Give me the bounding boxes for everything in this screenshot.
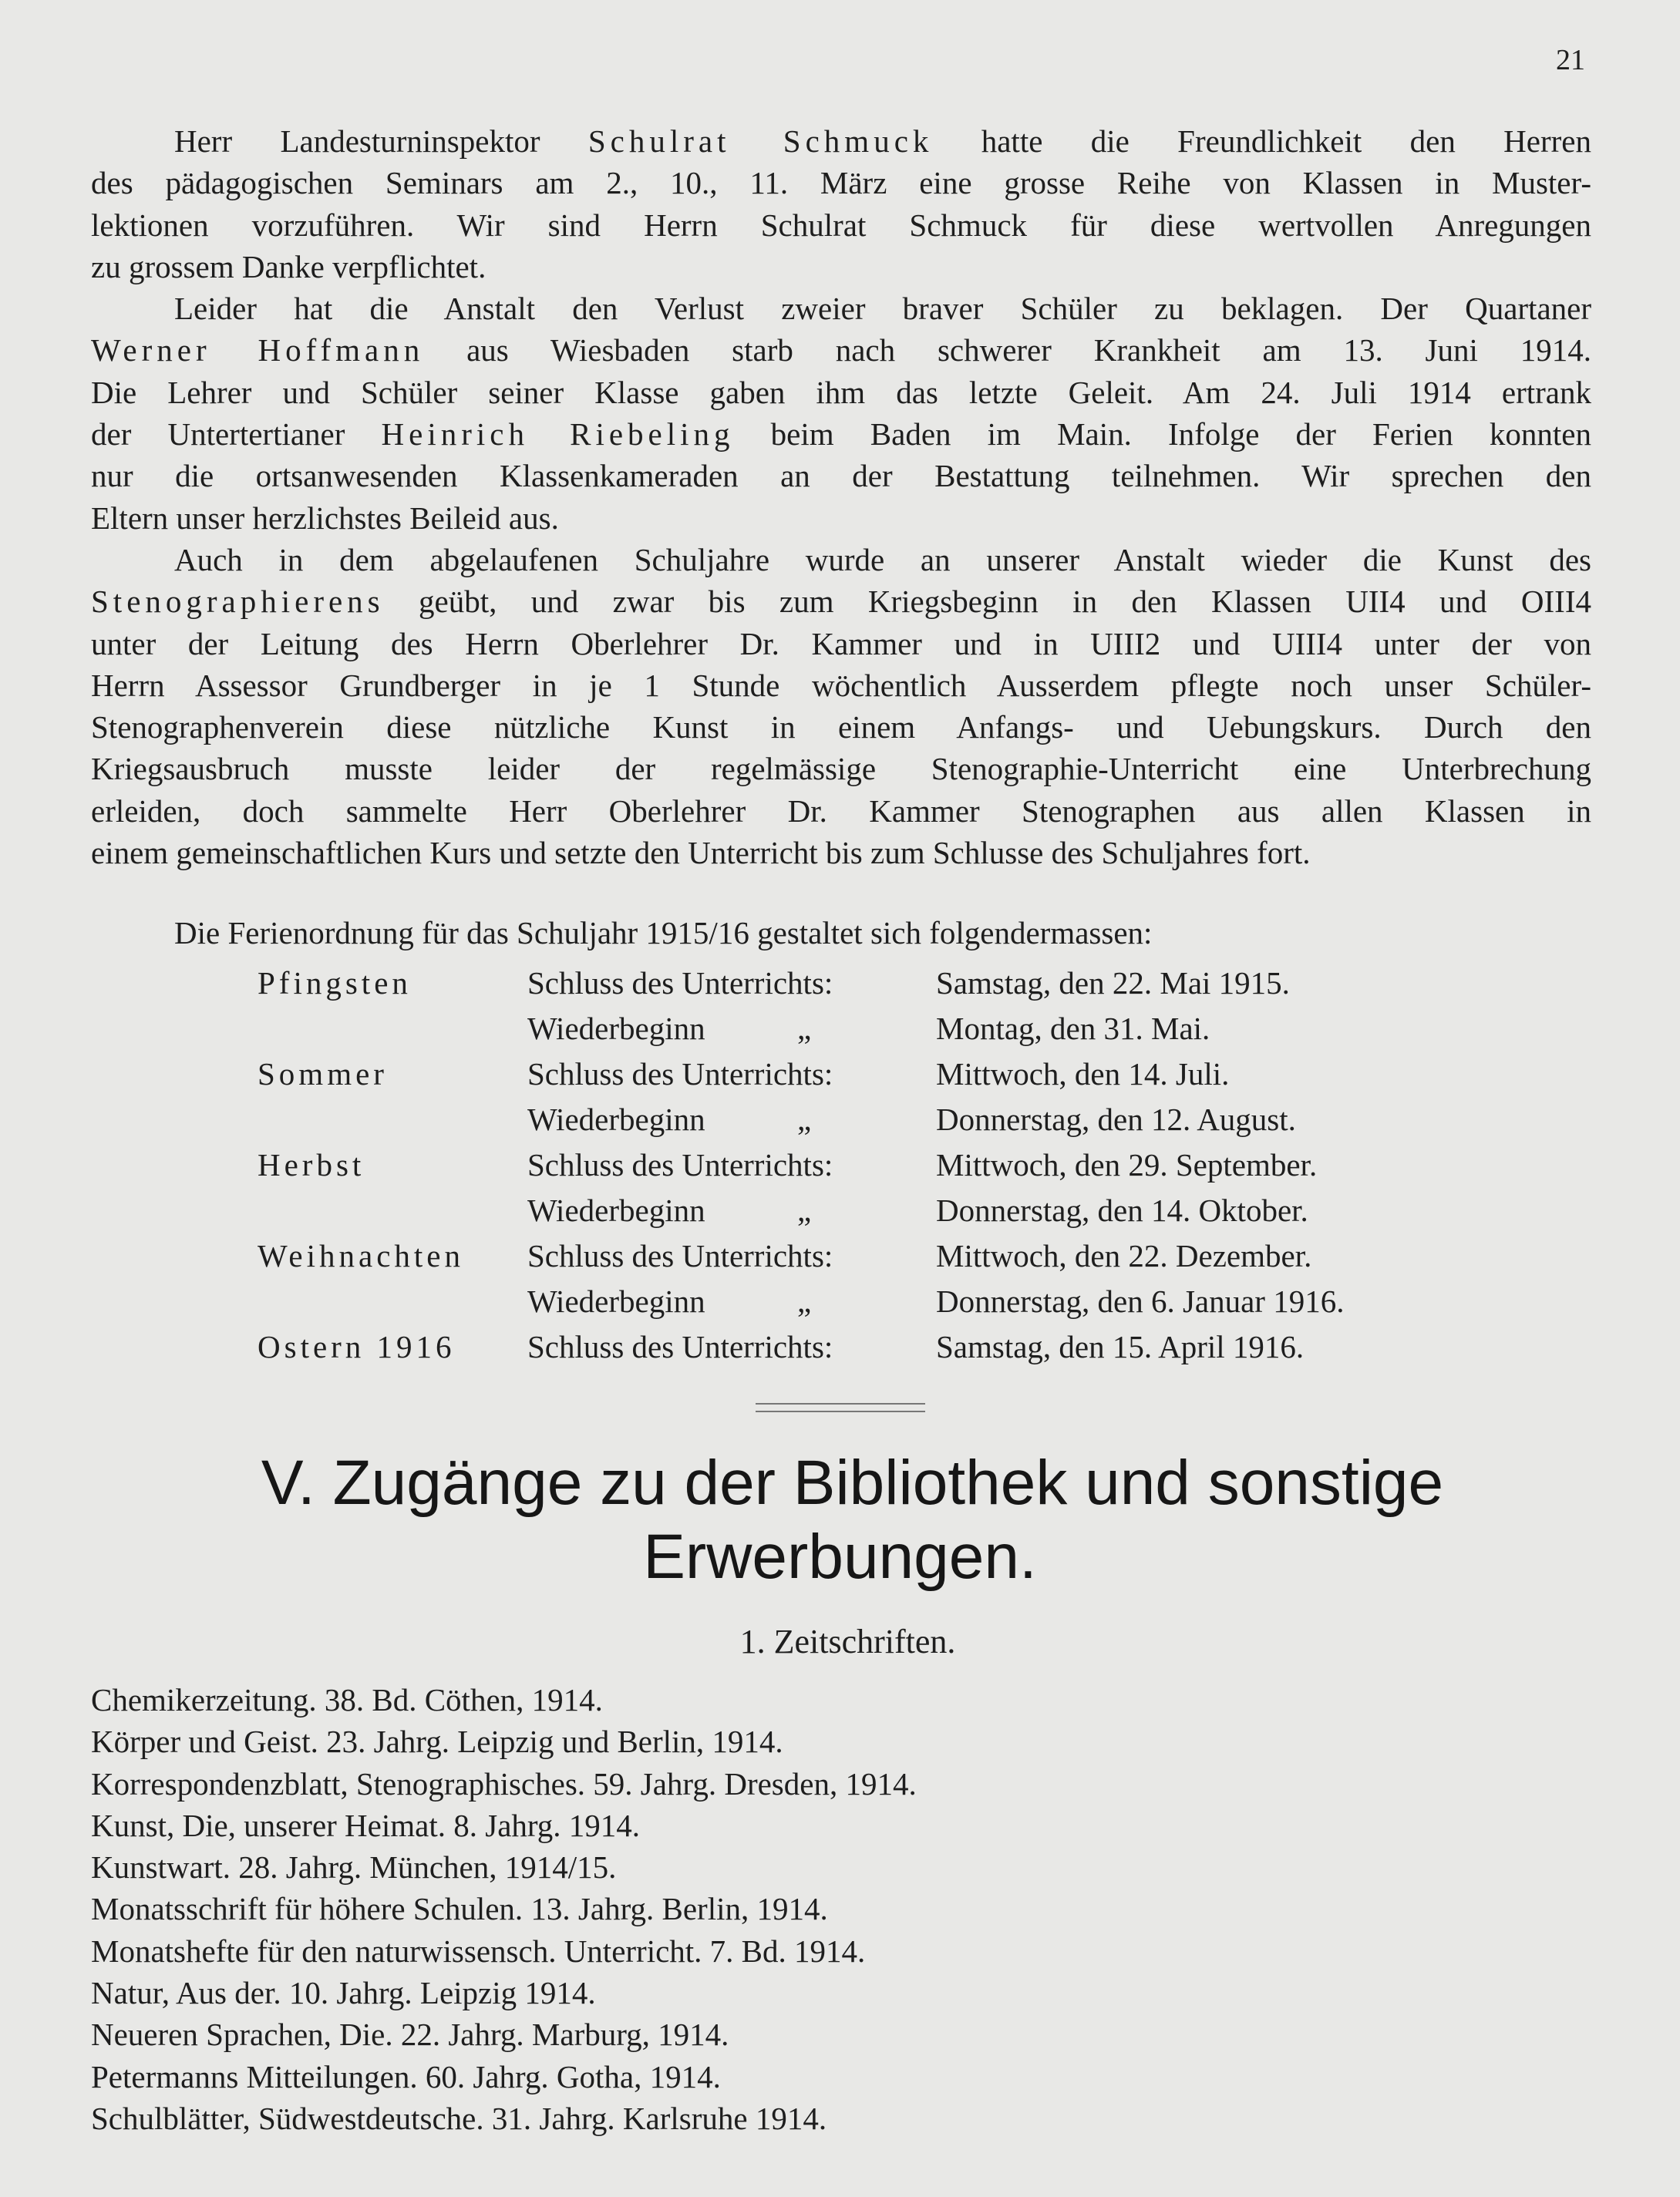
text-run: zu grossem Danke verpflichtet.: [91, 248, 486, 284]
holiday-date: Mittwoch, den 14. Juli.: [936, 1056, 1230, 1092]
text-run: Die Lehrer und Schüler seiner Klasse gaben ihm das letzte Geleit. Am 24. Juli 1914 ertrank: [91, 374, 1591, 410]
journal-entry: Monatsschrift für höhere Schulen. 13. Jahrg. Berlin, 1914.: [91, 1891, 828, 1927]
holiday-event: Schluss des Unterrichts:: [527, 965, 833, 1001]
holiday-event: Schluss des Unterrichts:: [527, 1056, 833, 1092]
holiday-ditto-mark: „: [797, 1284, 812, 1319]
page-number: 21: [1556, 44, 1585, 76]
holiday-schedule-intro: Die Ferienordnung für das Schuljahr 1915/16 gestaltet sich folgendermassen:: [174, 915, 1153, 950]
holiday-date: Montag, den 31. Mai.: [936, 1011, 1210, 1046]
text-run: beim Baden im Main. Infolge der Ferien konnten: [734, 416, 1591, 453]
text-run: geübt, und zwar bis zum Kriegsbeginn in den Klassen UII4 und OIII4: [384, 584, 1591, 620]
text-run: einem gemeinschaftlichen Kurs und setzte den Unterricht bis zum Schlusse des Schuljahres fort.: [91, 835, 1311, 871]
text-run: Stenographenverein diese nützliche Kunst in einem Anfangs- und Uebungskurs. Durch den: [91, 709, 1591, 745]
text-line: [91, 120, 1591, 162]
journal-entry: Petermanns Mitteilungen. 60. Jahrg. Gotha, 1914.: [91, 2058, 721, 2094]
section-title-line-1: V. Zugänge zu der Bibliothek und sonstige: [261, 1448, 1444, 1518]
holiday-date: Mittwoch, den 29. September.: [936, 1147, 1318, 1183]
text-line: [91, 455, 1591, 496]
text-run: des pädagogischen Seminars am 2., 10., 11. März eine grosse Reihe von Klassen in Muster-: [91, 165, 1591, 201]
holiday-ditto-mark: „: [797, 1011, 812, 1046]
text-line: [91, 748, 1591, 789]
text-run: Kriegsausbruch musste leider der regelmässige Stenographie-Unterricht eine Unterbrechung: [91, 751, 1591, 787]
journal-entry: Chemikerzeitung. 38. Bd. Cöthen, 1914.: [91, 1682, 603, 1718]
text-run: Herr Landesturninspektor: [174, 123, 588, 159]
holiday-date: Donnerstag, den 14. Oktober.: [936, 1193, 1308, 1228]
text-run: lektionen vorzuführen. Wir sind Herrn Schulrat Schmuck für diese wertvollen Anregungen: [91, 207, 1591, 243]
text-line: [91, 288, 1591, 329]
text-line: [91, 372, 1591, 413]
text-run: aus Wiesbaden starb nach schwerer Krankheit am 13. Juni 1914.: [424, 332, 1591, 368]
text-run: Eltern unser herzlichstes Beileid aus.: [91, 500, 559, 536]
text-run: nur die ortsanwesenden Klassenkameraden an der Bestattung teilnehmen. Wir sprechen den: [91, 458, 1591, 494]
holiday-ditto-mark: „: [797, 1193, 812, 1228]
spaced-name: Heinrich Riebeling: [381, 416, 735, 453]
journal-entry: Korrespondenzblatt, Stenographisches. 59. Jahrg. Dresden, 1914.: [91, 1765, 917, 1802]
text-line: [91, 580, 1591, 622]
holiday-event: Schluss des Unterrichts:: [527, 1329, 833, 1364]
text-line: [91, 664, 1591, 706]
journal-entry: Schulblätter, Südwestdeutsche. 31. Jahrg. Karlsruhe 1914.: [91, 2100, 827, 2136]
section-title: [0, 1446, 1680, 1594]
text-run: Herrn Assessor Grundberger in je 1 Stunde wöchentlich Ausserdem pflegte noch unser Schüler-: [91, 667, 1591, 703]
holiday-event: Wiederbeginn: [527, 1102, 705, 1137]
holiday-season: Pfingsten: [258, 965, 412, 1001]
holiday-date: Donnerstag, den 12. August.: [936, 1102, 1296, 1137]
text-line: [91, 790, 1591, 832]
holiday-event: Schluss des Unterrichts:: [527, 1238, 833, 1273]
spaced-name: Werner Hoffmann: [91, 332, 425, 368]
section-divider: [756, 1403, 925, 1412]
text-line: [91, 539, 1591, 580]
paragraph-stenography: [91, 539, 1591, 873]
journal-entry: Kunst, Die, unserer Heimat. 8. Jahrg. 1914.: [91, 1807, 641, 1843]
holiday-date: Samstag, den 22. Mai 1915.: [936, 965, 1290, 1001]
text-run: Auch in dem abgelaufenen Schuljahre wurde an unserer Anstalt wieder die Kunst des: [174, 541, 1591, 577]
text-line: [91, 706, 1591, 748]
holiday-season: Weihnachten: [258, 1238, 464, 1273]
journal-list: [91, 1679, 917, 2139]
text-line: [91, 162, 1591, 204]
text-line: [91, 413, 1591, 455]
text-line: [91, 832, 1591, 873]
text-run: erleiden, doch sammelte Herr Oberlehrer Dr. Kammer Stenographen aus allen Klassen in: [91, 792, 1591, 829]
journal-entry: Monatshefte für den naturwissensch. Unterricht. 7. Bd. 1914.: [91, 1933, 866, 1969]
text-line: [91, 246, 1591, 288]
spaced-name: Stenographierens: [91, 584, 385, 620]
journal-entry: Neueren Sprachen, Die. 22. Jahrg. Marburg, 1914.: [91, 2017, 729, 2053]
text-run: unter der Leitung des Herrn Oberlehrer Dr. Kammer und in UIII2 und UIII4 unter der von: [91, 625, 1591, 661]
holiday-event: Wiederbeginn: [527, 1011, 705, 1046]
holiday-date: Donnerstag, den 6. Januar 1916.: [936, 1284, 1345, 1319]
journal-entry: Natur, Aus der. 10. Jahrg. Leipzig 1914.: [91, 1975, 596, 2011]
journal-entry: Kunstwart. 28. Jahrg. München, 1914/15.: [91, 1849, 617, 1886]
journal-entry: Körper und Geist. 23. Jahrg. Leipzig und Berlin, 1914.: [91, 1724, 783, 1760]
holiday-ditto-mark: „: [797, 1102, 812, 1137]
text-line: [91, 497, 1591, 539]
holiday-season: Ostern 1916: [258, 1329, 456, 1364]
text-run: der Untertertianer: [91, 416, 382, 453]
holiday-event: Wiederbeginn: [527, 1284, 705, 1319]
holiday-season: Herbst: [258, 1147, 365, 1183]
holiday-date: Mittwoch, den 22. Dezember.: [936, 1238, 1312, 1273]
holiday-season: Sommer: [258, 1056, 388, 1092]
section-title-line-2: Erwerbungen.: [643, 1522, 1037, 1592]
text-line: [91, 623, 1591, 664]
paragraph-seminar: [91, 120, 1591, 288]
spaced-name: Schulrat Schmuck: [587, 123, 934, 159]
paragraph-obituary: [91, 288, 1591, 539]
text-run: Leider hat die Anstalt den Verlust zweier braver Schüler zu beklagen. Der Quartaner: [174, 291, 1591, 327]
holiday-event: Schluss des Unterrichts:: [527, 1147, 833, 1183]
body-text: [91, 120, 1591, 873]
holiday-date: Samstag, den 15. April 1916.: [936, 1329, 1305, 1364]
text-line: [91, 204, 1591, 246]
text-run: hatte die Freundlichkeit den Herren: [933, 123, 1591, 159]
holiday-event: Wiederbeginn: [527, 1193, 705, 1228]
text-line: [91, 329, 1591, 371]
subsection-title: 1. Zeitschriften.: [739, 1623, 956, 1660]
